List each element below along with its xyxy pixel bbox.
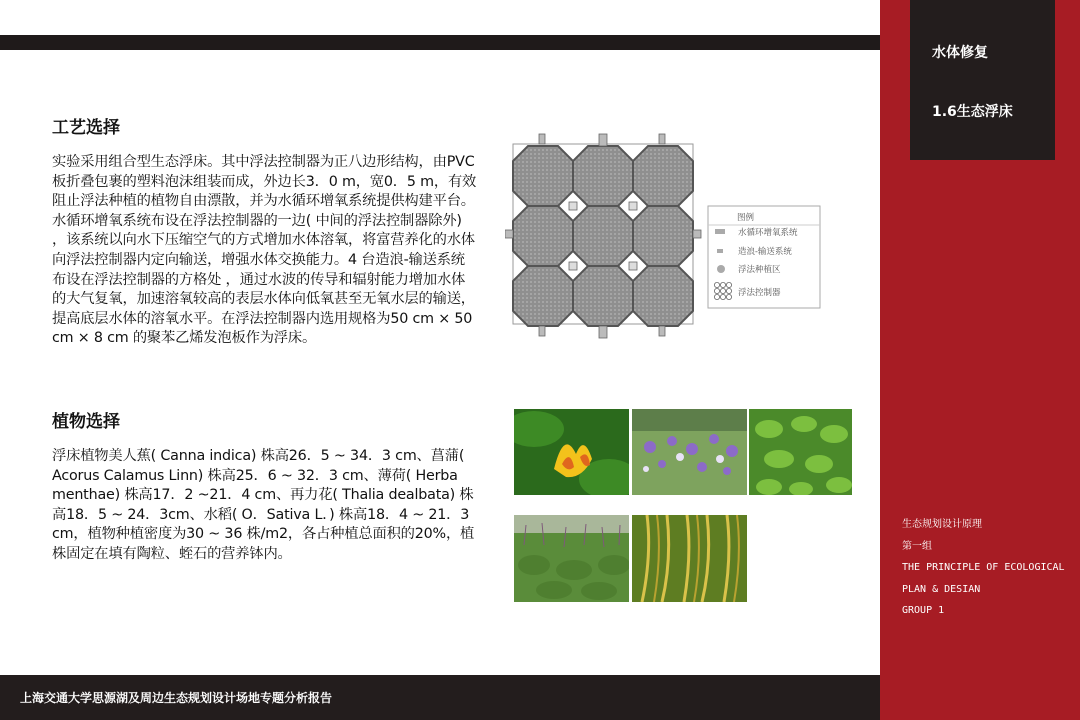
plant-selection-text: 浮床植物美人蕉( Canna indica) 株高26．5 ~ 34．3 cm、菖蒲( Acorus Calamus Linn) 株高25．6 ~ 32．3 cm、薄荷( Herba menthae) 株高17．2 ~21．4 cm、再力花( Thalia dealbata) 株高18．5 ~ 24．3cm、水稻( O．Sativa L．) 株高18．4 ~ 21．3 cm，植物种植密度为30 ~ 36 株/m2，各占种植总面积的20%，植株固定在填有陶粒、蛭石的营养钵内。 <box>52 448 475 562</box>
legend-title: 图例 <box>737 213 755 223</box>
thalia-image <box>514 515 629 602</box>
mint-photo <box>749 409 852 495</box>
octagon-bed <box>633 206 693 266</box>
section-nav-box <box>910 0 1055 160</box>
legend-item-wave: 造浪-输送系统 <box>738 247 792 257</box>
section-title-label[interactable]: 水体修复 <box>932 45 988 61</box>
top-divider-bar <box>0 35 880 50</box>
canna-photo <box>514 409 629 495</box>
course-info <box>902 514 1065 622</box>
group-english: GROUP 1 <box>902 605 945 616</box>
legend-item-controller: 浮法控制器 <box>738 288 781 298</box>
course-name: 生态规划设计原理 <box>902 519 982 530</box>
octagon-bed <box>513 266 573 326</box>
octagon-bed <box>573 146 633 206</box>
floating-bed-diagram <box>505 128 835 343</box>
calamus-photo <box>632 409 747 495</box>
octagon-bed <box>633 146 693 206</box>
octagon-bed <box>513 206 573 266</box>
subsection-label[interactable]: 1.6生态浮床 <box>932 104 1013 120</box>
legend-item-planting: 浮法种植区 <box>738 265 781 275</box>
canna-image <box>514 409 629 495</box>
octagon-bed <box>573 206 633 266</box>
course-english-line-1: THE PRINCIPLE OF ECOLOGICAL <box>902 562 1065 573</box>
floating-bed-diagram-svg <box>505 128 835 343</box>
footer-report-title: 上海交通大学思源湖及周边生态规划设计场地专题分析报告 <box>20 691 333 705</box>
process-selection-text: 实验采用组合型生态浮床。其中浮法控制器为正八边形结构，由PVC 板折叠包裹的塑料泡沫组装而成，外边长3．0 m，宽0．5 m，有效阻止浮法种植的植物自由漂散，并为水循环增氧系统提供构建平台。水循环增氧系统布设在浮法控制器的一边( 中间的浮法控制器除外) ，该系统以向水下压缩空气的方式增加水体溶氧，将富营养化的水体向浮法控制器内定向输送，增强水体交换能力。4 台造浪-输送系统布设在浮法控制器的方格处 ，通过水波的传导和辐射能力增加水体的大气复氧，加速溶氧较高的表层水体向低氧甚至无氧水层的输送，提高底层水体的溶氧水平。在浮法控制器内选用规格为50 cm × 50 cm × 8 cm 的聚苯乙烯发泡板作为浮床。 <box>52 154 477 347</box>
octagon-bed <box>513 146 573 206</box>
mint-image <box>749 409 852 495</box>
group-name: 第一组 <box>902 540 932 552</box>
rice-photo <box>632 515 747 602</box>
plant-selection-heading: 植物选择 <box>52 412 120 432</box>
calamus-image <box>632 409 747 495</box>
thalia-photo <box>514 515 629 602</box>
octagon-bed <box>573 266 633 326</box>
process-selection-heading: 工艺选择 <box>52 118 120 138</box>
course-english-line-2: PLAN & DESIAN <box>902 583 981 595</box>
legend-item-aeration: 水循环增氧系统 <box>738 228 798 238</box>
rice-image <box>632 515 747 602</box>
octagon-bed <box>633 266 693 326</box>
